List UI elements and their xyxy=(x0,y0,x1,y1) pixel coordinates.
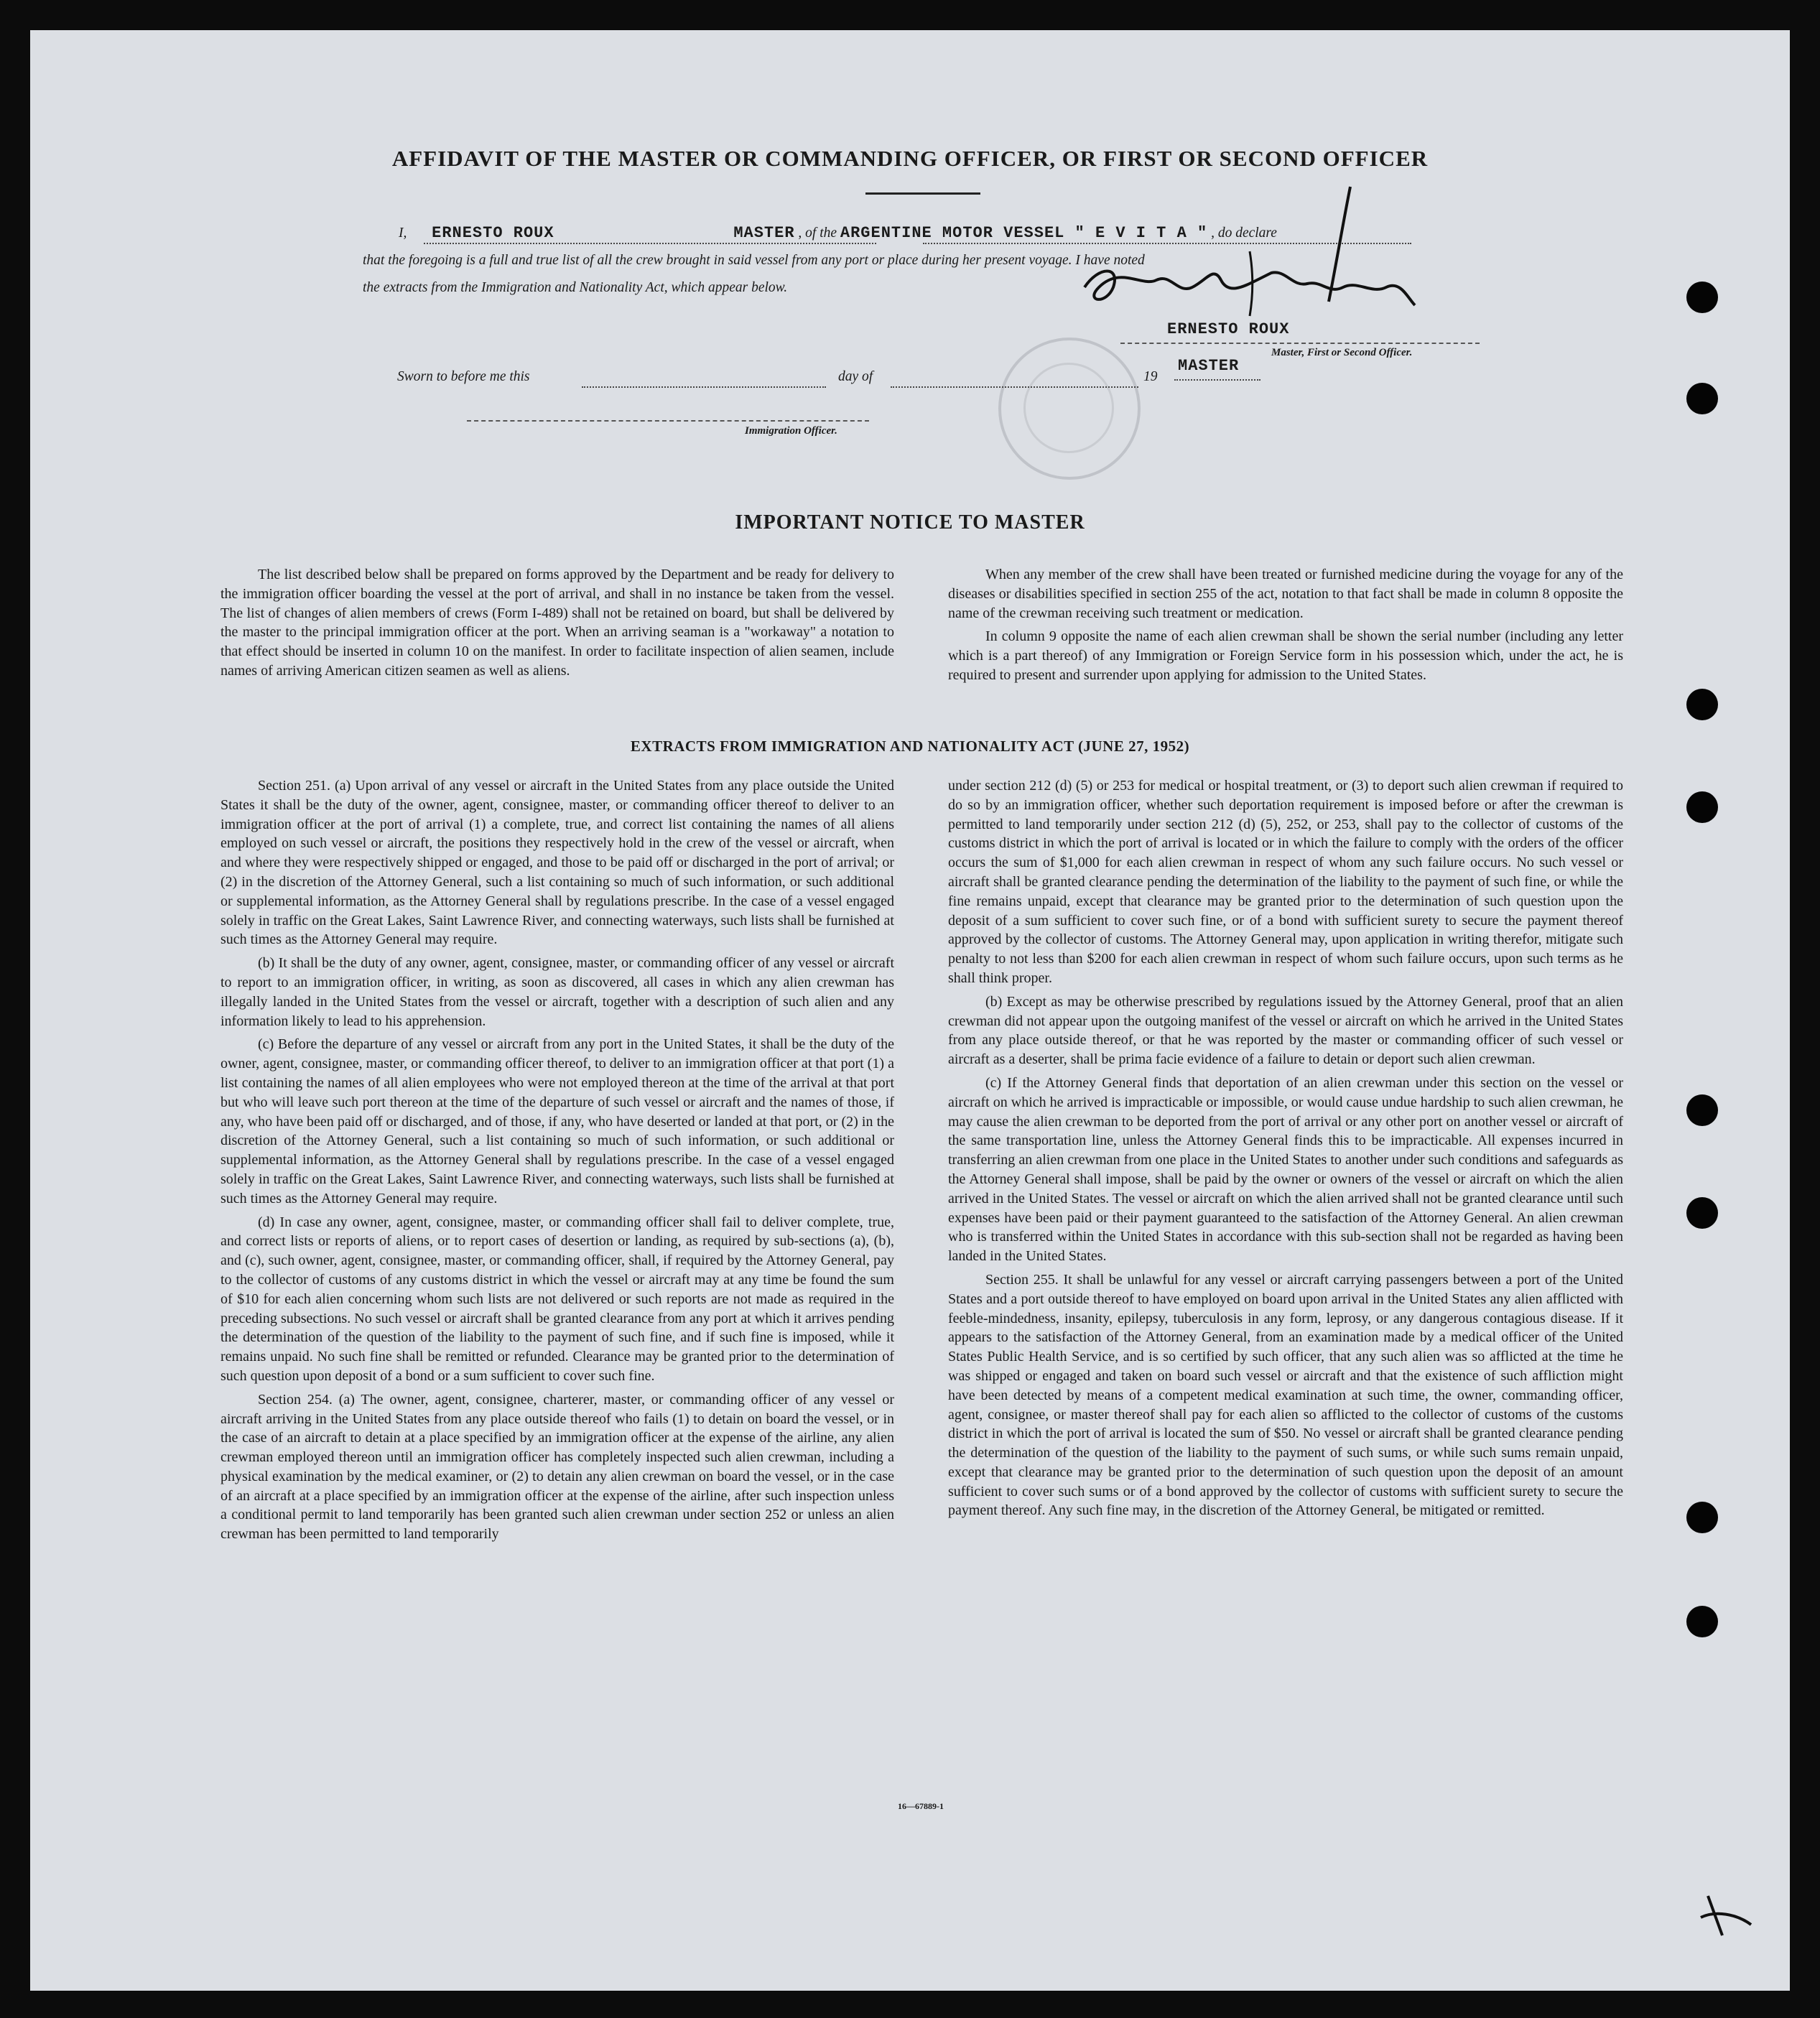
section-251-c: (c) Before the departure of any vessel or aircraft from any port in the United States, it shall be the duty of the owner, agent, consignee, master, or commanding officer thereof, to deliver to an immigration officer at that port (1) a list containing the names of all alien employees who were not employed thereon at the time of the arrival at that port but who will leave such port thereon at the time of the departure of such vessel or aircraft and the names of those, if any, who have been paid off or discharged, and of those, if any, who have deserted or landed at that port, or (2) in the discretion of the Attorney General, such a list containing so much of such information, or such additional or supplemental information, as the Attorney General shall by regulations prescribe. In the case of a vessel engaged solely in traffic on the Great Lakes, Saint Lawrence River, and connecting waterways, such lists shall be furnished at such times as the Attorney General may require. xyxy=(220,1036,894,1206)
officer-signature-line xyxy=(467,420,869,422)
master-typed: MASTER xyxy=(1178,357,1240,375)
binder-hole xyxy=(1686,282,1718,313)
officer-caption: Immigration Officer. xyxy=(745,425,837,437)
form-code: 16—67889-1 xyxy=(898,1801,944,1811)
signer-typed-name: ERNESTO ROUX xyxy=(1167,320,1290,338)
section-254-c: (c) If the Attorney General finds that deportation of an alien crewman under this section on the vessel or aircraft on which he arrived is impracticable or impossible, or would cause undue hardship to such alien crewman, he may cause the alien crewman to be deported from the port of arrival or any other port on another vessel or aircraft of the same transportation line, unless the Attorney General finds this to be impracticable. All expenses incurred in transferring an alien crewman from one place in the United States to another under such conditions and safeguards as the Attorney General shall impose, shall be paid by the owner or owners of the vessel or aircraft on which the alien arrived in the United States. The vessel or aircraft on which the alien arrived shall not be granted clearance until such expenses have been paid or their payment guaranteed to the satisfaction of the Attorney General. An alien crewman who is transferred within the United States in accordance with this sub-section shall not be regarded as having been landed in the United States. xyxy=(948,1074,1623,1265)
signer-caption: Master, First or Second Officer. xyxy=(1271,347,1413,358)
sworn-month-blank xyxy=(891,386,1138,388)
section-251-a: Section 251. (a) Upon arrival of any vessel or aircraft in the United States from any place outside the United States it shall be the duty of the owner, agent, consignee, master, or commanding officer thereof to deliver to an immigration officer at the port of arrival (1) a complete, true, and correct list containing the names of all aliens employed on such vessel or aircraft, the positions they respectively hold in the crew of the vessel or aircraft, when and where they were respectively shipped or engaged, and those to be paid off or discharged in the port of arrival; or (2) in the discretion of the Attorney General, such a list containing so much of such information, or such additional or supplemental information, as the Attorney General shall by regulations prescribe. In the case of a vessel engaged solely in traffic on the Great Lakes, Saint Lawrence River, and connecting waterways, such lists shall be furnished at such times as the Attorney General may require. xyxy=(220,778,894,948)
binder-hole xyxy=(1686,791,1718,823)
do-declare-label: , do declare xyxy=(1211,225,1277,241)
year-blank xyxy=(1174,379,1260,381)
i-label: I, xyxy=(399,225,407,241)
signature-line xyxy=(1120,343,1480,344)
section-251-d: (d) In case any owner, agent, consignee, master, or commanding officer shall fail to deliver complete, true, and correct lists or reports of aliens, or to report cases of desertion or landing, as required by sub-sections (a), (b), and (c), such owner, agent, consignee, master, or commanding officer, shall, if required by the Attorney General, pay to the collector of customs of any customs district in which the vessel or aircraft may at any time be found the sum of $10 for each alien concerning whom such lists are not delivered or such reports are not made as required in the preceding subsections. No such vessel or aircraft shall be granted clearance from any port at which it arrives pending the determination of the question of the liability to the payment of such fine, and if such fine is imposed, while it remains unpaid. No such fine shall be remitted or refunded. Clearance may be granted prior to the determination of such question upon deposit of a bond or a sum sufficient to cover such fine. xyxy=(220,1214,894,1384)
declaration-line-3: the extracts from the Immigration and Nationality Act, which appear below. xyxy=(363,280,788,295)
faint-stamp-inner xyxy=(1023,363,1114,453)
extracts-right-column xyxy=(948,776,1623,1525)
notice-right-column xyxy=(948,565,1623,689)
binder-hole xyxy=(1686,1502,1718,1533)
title-rule xyxy=(865,192,980,195)
binder-hole xyxy=(1686,383,1718,414)
section-254-a-cont: under section 212 (d) (5) or 253 for medical or hospital treatment, or (3) to deport such alien crewman if required to do so by an immigration officer, whether such deportation requirement is imposed before or after the crewman is permitted to land temporarily under section 212 (d) (5), 252, or 253, shall pay to the collector of customs of the customs district in which the port of arrival is located or in which the failure to comply with the orders of the officer occurs the sum of $1,000 for each alien crewman in respect of whom any such failure occurs. No such vessel or aircraft shall be granted clearance pending the determination of the liability to the payment of such fine, or while the fine remains unpaid, except that clearance may be granted prior to the determination of such question upon the deposit of a sum sufficient to cover such fine, or of a bond with sufficient surety to secure the payment thereof approved by the collector of customs. The Attorney General may, upon application in writing therefor, mitigate such penalty to not less than $200 for each alien crewman in respect of whom such failure occurs, upon such terms as he shall think proper. xyxy=(948,778,1623,986)
rank-field: MASTER xyxy=(733,224,795,242)
extracts-left-column xyxy=(220,776,894,1548)
section-255: Section 255. It shall be unlawful for any vessel or aircraft carrying passengers between a port of the United States and a port outside thereof to have employed on board upon arrival in the United States any alien afflicted with feeble-mindedness, insanity, epilepsy, tuberculosis in any form, leprosy, or any dangerous contagious disease. If it appears to the satisfaction of the Attorney General, from an examination made by a medical officer of the United States Public Health Service, and is so certified by such officer, that any such alien was so afflicted at the time he was shipped or engaged and taken on board such vessel or aircraft and that the existence of such affliction might have been detected by means of a competent medical examination at such time, the owner, commanding officer, agent, consignee, or master thereof shall pay for each alien so afflicted to the collector of customs of the customs district in which the port of arrival is located the sum of $50. No vessel or aircraft shall be granted clearance pending the determination of the question of the liability to the payment of such sums, or while such sums remain unpaid, except that clearance may be granted prior to the determination of such question upon the deposit of an amount sufficient to cover such sums or of a bond approved by the collector of customs with sufficient surety to secure the payment thereof. Any such fine may, in the discretion of the Attorney General, be mitigated or remitted. xyxy=(948,1271,1623,1519)
master-name-field: ERNESTO ROUX xyxy=(432,224,554,242)
section-251-b: (b) It shall be the duty of any owner, agent, consignee, master, or commanding officer of any vessel or aircraft to report to an immigration officer, in writing, as soon as discovered, all cases in which any alien crewman has illegally landed in the United States from the vessel or aircraft, together with a description of such alien and any information likely to lead to his apprehension. xyxy=(220,955,894,1029)
vessel-field: ARGENTINE MOTOR VESSEL " E V I T A " xyxy=(840,224,1208,242)
declaration-line-2: that the foregoing is a full and true list of all the crew brought in said vessel from any port or place during her present voyage. I have noted xyxy=(363,253,1145,268)
name-underline xyxy=(424,243,876,244)
section-254-a: Section 254. (a) The owner, agent, consignee, charterer, master, or commanding officer of any vessel or aircraft arriving in the United States from any place outside thereof who fails (1) to detain on board the vessel, or in the case of an aircraft to detain at a place specified by an immigration officer at the expense of the airline, any alien crewman employed thereon until an immigration officer has completely inspected such alien crewman, including a physical examination by the medical examiner, or (2) to detain any alien crewman on board the vessel, or in the case of an aircraft at a place specified by an immigration officer at the expense of the airline, after such inspection unless a conditional permit to land temporarily has been granted such alien crewman under section 252 or unless an alien crewman has been permitted to land temporarily xyxy=(220,1391,894,1543)
extracts-heading: EXTRACTS FROM IMMIGRATION AND NATIONALITY ACT (JUNE 27, 1952) xyxy=(630,738,1190,755)
sworn-label: Sworn to before me this xyxy=(397,369,530,384)
handwritten-margin-mark xyxy=(1694,1882,1758,1946)
binder-hole xyxy=(1686,1094,1718,1126)
notice-right-paragraph-1: When any member of the crew shall have been treated or furnished medicine during the voyage for any of the diseases or disabilities specified in section 255 of the act, notation to that fact shall be made in column 8 opposite the name of the crewman receiving such treatment or medication. xyxy=(948,567,1623,621)
day-of-label: day of xyxy=(838,369,873,384)
notice-left-paragraph: The list described below shall be prepared on forms approved by the Department and be ready for delivery to the immigration officer boarding the vessel at the port of arrival, and shall in no instance be taken from the vessel. The list of changes of alien members of crews (Form I-489) shall not be retained on board, but shall be delivered by the master to the principal immigration officer at the port. When an arriving seaman is a "workaway" a notation to that effect should be inserted in column 10 on the manifest. In order to facilitate inspection of alien seamen, include names of arriving American citizen seamen as well as aliens. xyxy=(220,567,894,679)
binder-hole xyxy=(1686,689,1718,720)
binder-hole xyxy=(1686,1606,1718,1637)
notice-right-paragraph-2: In column 9 opposite the name of each alien crewman shall be shown the serial number (including any letter which is a part thereof) of any Immigration or Foreign Service form in his possession which, under the act, he is required to present and surrender upon applying for admission to the United States. xyxy=(948,628,1623,683)
section-254-b: (b) Except as may be otherwise prescribed by regulations issued by the Attorney General, proof that an alien crewman did not appear upon the outgoing manifest of the vessel or aircraft on which he arrived in the United States from any place outside thereof, or that he was reported by the master or commanding officer of such vessel or aircraft as a deserter, shall be prima facie evidence of a failure to detain or deport such alien crewman. xyxy=(948,993,1623,1068)
year-label: 19 xyxy=(1143,369,1158,384)
sworn-day-blank xyxy=(582,386,826,388)
binder-hole xyxy=(1686,1197,1718,1229)
notice-left-column xyxy=(220,565,894,685)
notice-heading: IMPORTANT NOTICE TO MASTER xyxy=(735,511,1085,534)
of-the-label: , of the xyxy=(798,225,837,241)
affidavit-title: AFFIDAVIT OF THE MASTER OR COMMANDING OFFICER, OR FIRST OR SECOND OFFICER xyxy=(391,146,1429,171)
